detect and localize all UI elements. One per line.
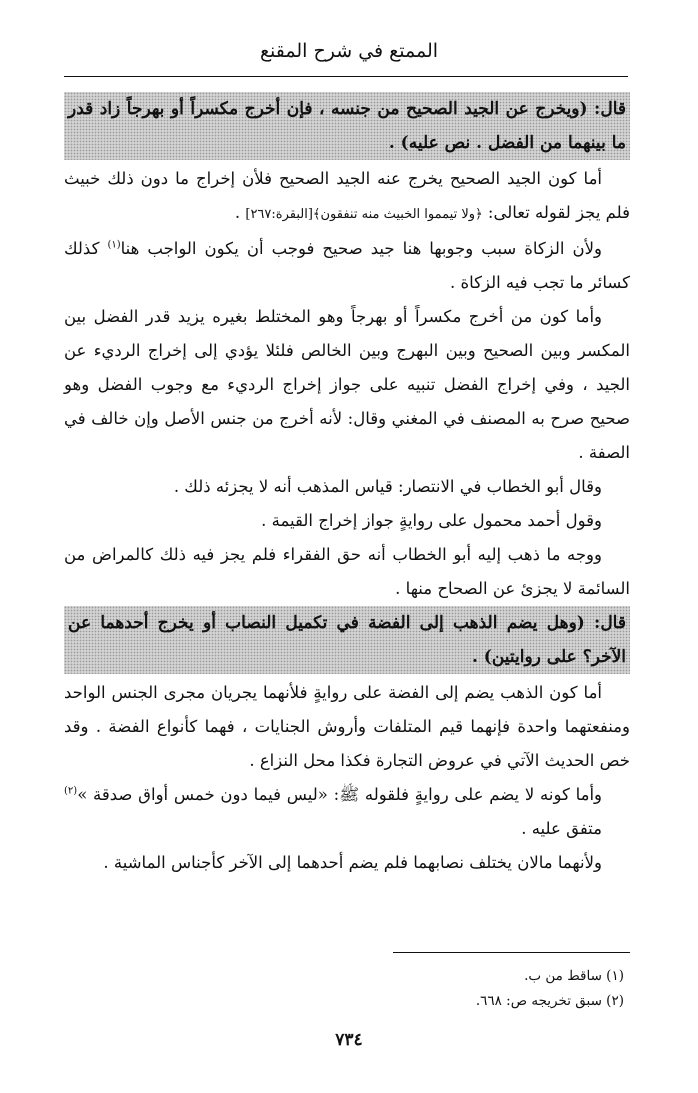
footnote: (٢) سبق تخريجه ص: ٦٦٨. — [475, 993, 624, 1009]
commentary-paragraph: ولأنهما مالان يختلف نصابهما فلم يضم أحدهما إلى الآخر كأجناس الماشية . — [103, 853, 602, 872]
commentary-paragraph: ولأن الزكاة سبب وجوبها هنا جيد صحيح فوجب أن يكون الواجب هنا$^{(١)}$ كذلك كسائر ما تجب فيه الزكاة . — [64, 239, 630, 292]
footnotes — [64, 964, 624, 1014]
commentary-paragraph: ووجه ما ذهب إليه أبو الخطاب أنه حق الفقراء فلم يجز فيه ذلك كالمراض من السائمة لا يجزئ عن الصحاح منها . — [64, 545, 630, 598]
page-number: ٧٣٤ — [335, 1030, 363, 1050]
commentary-paragraph: وقال أبو الخطاب في الانتصار: قياس المذهب أنه لا يجزئه ذلك . — [173, 477, 602, 496]
commentary-paragraph: أما كون الجيد الصحيح يخرج عنه الجيد الصحيح فلأن إخراج ما دون ذلك خبيث فلم يجز لقوله تعالى: ﴿ولا تيمموا الخبيث منه تنفقون﴾[البقرة:٢٦٧] . — [64, 169, 630, 222]
footnote-rule — [393, 952, 630, 953]
header-rule — [64, 76, 628, 77]
footnote-marker: (٢) — [64, 785, 78, 797]
page-body — [64, 92, 630, 880]
footnote-marker: (١) — [107, 239, 121, 251]
running-head: الممتع في شرح المقنع — [259, 40, 439, 62]
matn-quote: قال: (ويخرج عن الجيد الصحيح من جنسه ، فإن أخرج مكسراً أو بهرجاً زاد قدر ما بينهما من الفضل . نص عليه) . — [64, 92, 630, 160]
commentary-paragraph: أما كون الذهب يضم إلى الفضة على روايةٍ فلأنهما يجريان مجرى الجنس الواحد ومنفعتهما واحدة فإنهما قيم المتلفات وأروش الجنايات ، فهما كأنواع الفضة . وقد خص الحديث الآتي في عروض التجارة فكذا محل النزاع . — [64, 683, 630, 770]
commentary-paragraph: وأما كون من أخرج مكسراً أو بهرجاً وهو المختلط بغيره يزيد قدر الفضل بين المكسر وبين الصحيح وبين البهرج وبين الخالص فلئلا يؤدي إلى إخراج الرديء عن الجيد ، وفي إخراج الفضل تنبيه على جواز إخراج الرديء مع وجوب الفضل وهو صحيح صرح به المصنف في المغني وقال: لأنه أخرج من جنس الأصل وإن خالف في الصفة . — [64, 307, 630, 462]
footnote: (١) ساقط من ب. — [524, 968, 624, 984]
commentary-paragraph: وقول أحمد محمول على روايةٍ جواز إخراج القيمة . — [261, 511, 602, 530]
quran-citation: ﴿ولا تيمموا الخبيث منه تنفقون﴾[البقرة:٢٦٧] — [245, 207, 483, 222]
commentary-paragraph: وأما كونه لا يضم على روايةٍ فلقوله ﷺ: «ليس فيما دون خمس أواق صدقة »$^{(٢)}$ متفق عليه . — [64, 785, 602, 838]
matn-quote: قال: (وهل يضم الذهب إلى الفضة في تكميل النصاب أو يخرج أحدهما عن الآخر؟ على روايتين) . — [64, 606, 630, 674]
